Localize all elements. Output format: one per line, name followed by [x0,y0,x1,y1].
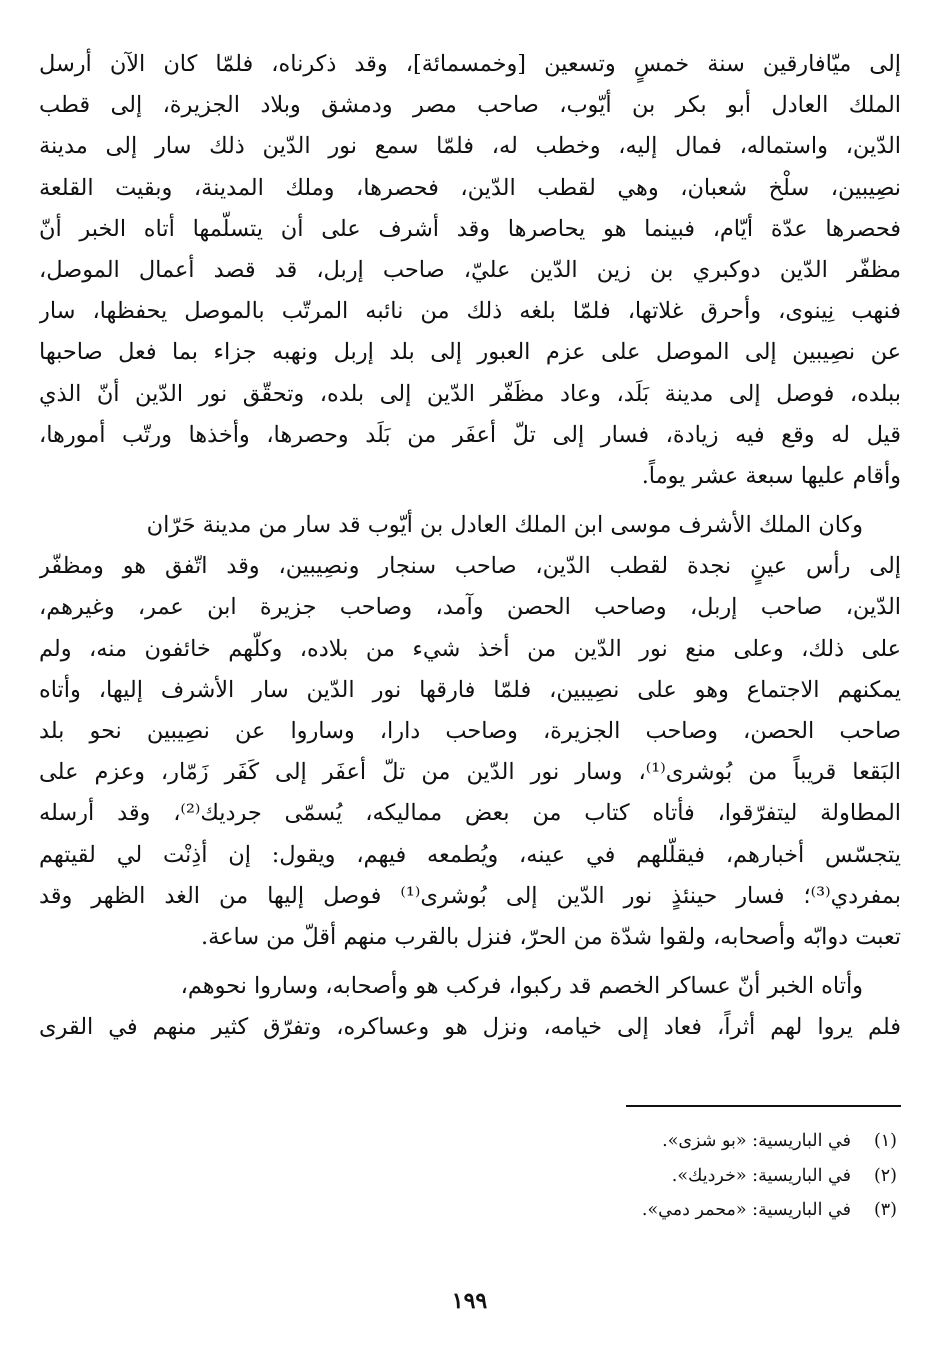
text-line: الدّين، صاحب إربل، وصاحب الحصن وآمد، وصاحب جزيرة ابن عمر، وغيرهم، [39,594,901,621]
footnote-number: (١) [873,1131,897,1151]
text-line: وأقام عليها سبعة عشر يوماً. [641,462,901,489]
footnote [397,1159,897,1194]
footnote-text: في الباريسية: «خرديك». [671,1165,851,1186]
text-line: قيل له وقع فيه زيادة، فسار إلى تلّ أعفَر من بَلَد وحصرها، وأخذها ورتّب أمورها، [39,421,901,448]
text-line: إلى ميّافارقين سنة خمسٍ وتسعين [وخمسمائة]، وقد ذكرناه، فلمّا كان الآن أرسل [39,51,901,77]
text-line: ببلده، فوصل إلى مدينة بَلَد، وعاد مظَفّر الدّين إلى بلده، وتحقّق نور الدّين أنّ الذي [39,380,901,407]
footnote [397,1124,897,1159]
text-line: البَقعا قريباً من بُوشرى⁽¹⁾، وسار نور الدّين من تلّ أعفَر إلى كَفَر زَمّار، وعزم على [39,759,901,786]
text-line: مظفّر الدّين دوكبري بن زين الدّين عليّ، صاحب إربل، قد قصد أعمال الموصل، [39,256,901,283]
footnote-separator [626,1105,901,1107]
text-line: فلم يروا لهم أثراً، فعاد إلى خيامه، ونزل هو وعساكره، وتفرّق كثير منهم في القرى [39,1014,901,1041]
text-line: فحصرها عدّة أيّام، فبينما هو يحاصرها وقد أشرف على أن يتسلّمها أتاه الخبر أنّ [39,215,901,242]
text-line: يتجسّس أخبارهم، فيقلّلهم في عينه، ويُطمعه فيهم، ويقول: إن أذِنْت لي لقيتهم [39,841,901,868]
text-line: على ذلك، وعلى منع نور الدّين من أخذ شيء من بلاده، وكلّهم خائفون منه، ولم [39,635,901,662]
footnote-number: (٢) [873,1165,897,1186]
text-line: صاحب الحصن، وصاحب الجزيرة، وصاحب دارا، وساروا عن نصِيبين نحو بلد [39,718,901,744]
text-line: المطاولة ليتفرّقوا، فأتاه كتاب من بعض مماليكه، يُسمّى جرديك⁽²⁾، وقد أرسله [39,800,901,827]
footnote-text: في الباريسية: «بو شزى». [662,1131,851,1151]
text-line: وأتاه الخبر أنّ عساكر الخصم قد ركبوا، فركب هو وأصحابه، وساروا نحوهم، [180,973,863,1000]
paragraph [39,44,901,497]
text-line: الملك العادل أبو بكر بن أيّوب، صاحب مصر ودمشق وبلاد الجزيرة، إلى قطب [39,92,901,119]
paragraph [39,505,901,958]
main-text [39,44,901,1049]
footnote-number: (٣) [873,1200,897,1220]
footnotes [397,1124,897,1228]
text-line: فنهب نِينوى، وأحرق غلاتها، فلمّا بلغه ذلك من نائبه المرتّب بالموصل يحفظها، سار [39,298,901,325]
text-line: نصِيبين، سلْخ شعبان، وهي لقطب الدّين، فحصرها، وملك المدينة، وبقيت القلعة [39,174,901,201]
text-line: إلى رأس عينٍ نجدة لقطب الدّين، صاحب سنجار ونصِيبين، وقد اتّفق هو ومظفّر [39,553,901,580]
text-line: وكان الملك الأشرف موسى ابن الملك العادل بن أيّوب قد سار من مدينة حَرّان [146,512,863,539]
footnote-text: في الباريسية: «محمر دمي». [641,1200,851,1220]
text-line: يمكنهم الاجتماع وهو على نصِيبين، فلمّا فارقها نور الدّين سار الأشرف إليها، وأتاه [39,676,901,703]
text-line: بمفردي⁽³⁾؛ فسار حينئذٍ نور الدّين إلى بُوشرى⁽¹⁾ فوصل إليها من الغد الظهر وقد [39,882,901,909]
paragraph [39,966,901,1048]
footnote [397,1193,897,1228]
text-line: عن نصِيبين إلى الموصل على عزم العبور إلى بلد إربل ونهبه جزاء بما فعل صاحبها [39,339,901,366]
text-line: الدّين، واستماله، فمال إليه، وخطب له، فلمّا سمع نور الدّين ذلك سار إلى مدينة [39,133,901,160]
page-number: ١٩٩ [451,1288,488,1314]
text-line: تعبت دوابّه وأصحابه، ولقوا شدّة من الحرّ، فنزل بالقرب منهم أقلّ من ساعة. [201,923,901,950]
